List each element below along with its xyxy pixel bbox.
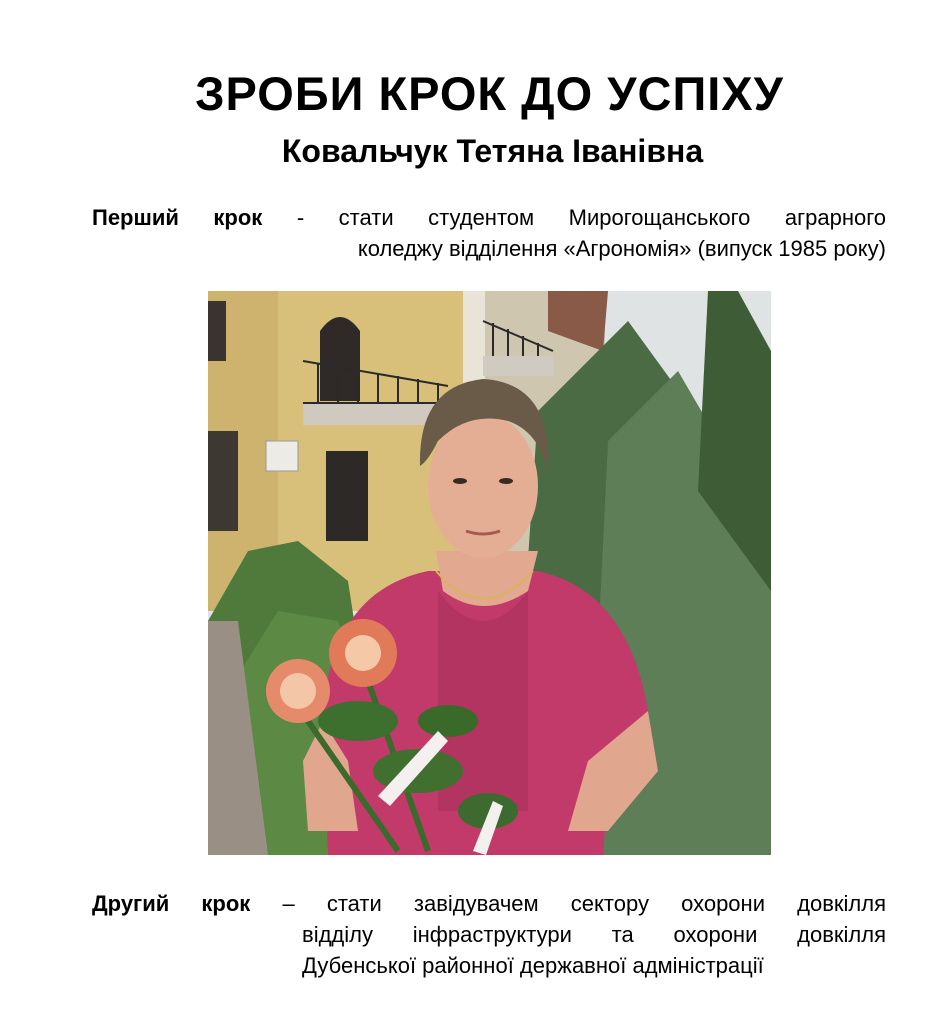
step-one-text-1: - стати студентом Мирогощанського аграрного (296, 205, 886, 230)
step-two-paragraph (92, 888, 886, 981)
person-name: Ковальчук Тетяна Іванівна (281, 133, 704, 169)
step-one-line-2: коледжу відділення «Агрономія» (випуск 1985 року) (357, 236, 886, 261)
step-two-line-1 (92, 888, 886, 919)
portrait-illustration (208, 291, 771, 855)
step-two-line-3: Дубенської районної державної адміністрації (302, 953, 764, 978)
step-two-label: Другий крок (92, 891, 251, 916)
step-one-label: Перший крок (92, 205, 263, 230)
step-one-line-1 (92, 202, 886, 233)
step-two-text-1: – стати завідувачем сектору охорони довкілля (282, 891, 886, 916)
step-one-paragraph (92, 202, 886, 264)
portrait-photo (208, 291, 771, 855)
page-title: ЗРОБИ КРОК ДО УСПІХУ (195, 67, 784, 120)
step-two-line-2: відділу інфраструктури та охорони довкілля (302, 922, 886, 947)
